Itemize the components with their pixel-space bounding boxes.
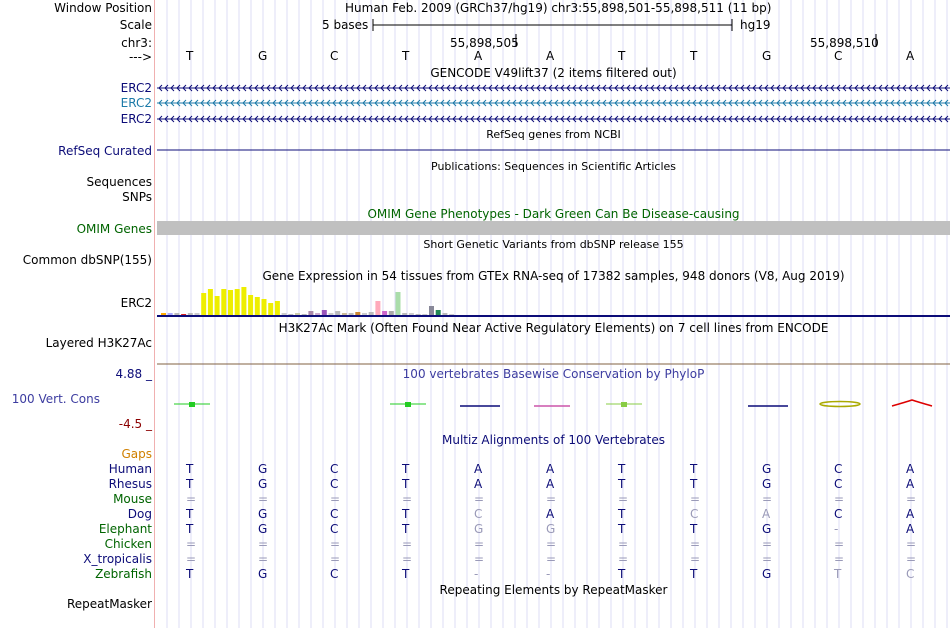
cons-track-title[interactable]: 100 vertebrates Basewise Conservation by PhyloP bbox=[402, 367, 705, 381]
aligned-base: C bbox=[330, 462, 339, 476]
gtex-tissue-bar bbox=[282, 313, 287, 315]
aligned-base: T bbox=[690, 567, 698, 581]
aligned-base: A bbox=[906, 522, 915, 536]
reference-base: A bbox=[546, 49, 555, 63]
gtex-tissue-bar bbox=[195, 313, 200, 315]
aligned-base: G bbox=[762, 477, 772, 491]
aligned-base: T bbox=[402, 477, 410, 491]
aligned-base: A bbox=[474, 462, 483, 476]
aligned-base: A bbox=[474, 477, 483, 491]
aligned-base: C bbox=[330, 477, 339, 491]
gtex-tissue-bar bbox=[215, 296, 220, 315]
gtex-tissue-bar bbox=[375, 301, 380, 315]
aligned-base: T bbox=[186, 507, 194, 521]
aligned-base: G bbox=[762, 522, 772, 536]
publications-snps-label[interactable]: SNPs bbox=[122, 190, 152, 204]
scale-label: Scale bbox=[119, 18, 152, 32]
gtex-tissue-bar bbox=[382, 311, 387, 315]
aligned-base: T bbox=[402, 507, 410, 521]
aligned-base: T bbox=[186, 477, 194, 491]
gtex-tissue-bar bbox=[315, 313, 320, 315]
aligned-base: T bbox=[186, 567, 194, 581]
gtex-tissue-bar bbox=[228, 290, 233, 315]
reference-base: C bbox=[834, 49, 843, 63]
aligned-base: G bbox=[258, 522, 268, 536]
gtex-tissue-bar bbox=[181, 314, 186, 315]
gtex-tissue-bar bbox=[168, 313, 173, 315]
aligned-base: C bbox=[906, 567, 915, 581]
publications-sequences-label[interactable]: Sequences bbox=[86, 175, 152, 189]
multiz-track-title[interactable]: Multiz Alignments of 100 Vertebrates bbox=[441, 433, 666, 447]
aligned-base: = bbox=[690, 492, 701, 506]
aligned-base: = bbox=[186, 552, 197, 566]
aligned-base: - bbox=[834, 522, 839, 536]
aligned-base: C bbox=[834, 477, 843, 491]
window-position-label: Window Position bbox=[54, 1, 152, 15]
assembly-position-text: Human Feb. 2009 (GRCh37/hg19) chr3:55,898,501-55,898,511 (11 bp) bbox=[345, 1, 772, 15]
aligned-base: T bbox=[618, 522, 626, 536]
gtex-tissue-bar bbox=[362, 313, 367, 315]
gtex-tissue-bar bbox=[262, 299, 267, 315]
gtex-tissue-bar bbox=[275, 301, 280, 315]
aligned-base: = bbox=[330, 492, 341, 506]
multiz-gaps-label[interactable]: Gaps bbox=[121, 447, 152, 461]
ruler-position-1: 55,898,505 bbox=[450, 36, 519, 50]
species-label[interactable]: Elephant bbox=[98, 522, 152, 536]
aligned-base: = bbox=[906, 537, 917, 551]
gtex-label[interactable]: ERC2 bbox=[120, 296, 152, 310]
refseq-track-title[interactable]: RefSeq genes from NCBI bbox=[486, 128, 621, 141]
reference-base: G bbox=[762, 49, 772, 63]
omim-track-title[interactable]: OMIM Gene Phenotypes - Dark Green Can Be Disease-causing bbox=[367, 207, 740, 221]
gtex-tissue-bar bbox=[349, 313, 354, 315]
chrom-label: chr3: bbox=[121, 36, 152, 50]
gencode-gene-label-3[interactable]: ERC2 bbox=[120, 112, 152, 126]
aligned-base: = bbox=[258, 537, 269, 551]
aligned-base: T bbox=[690, 462, 698, 476]
gencode-gene-label-2[interactable]: ERC2 bbox=[120, 96, 152, 110]
gtex-tissue-bar bbox=[208, 289, 213, 315]
gtex-tissue-bar bbox=[429, 306, 434, 315]
aligned-base: = bbox=[258, 552, 269, 566]
gencode-gene-label-1[interactable]: ERC2 bbox=[120, 81, 152, 95]
aligned-base: A bbox=[762, 507, 771, 521]
omim-label[interactable]: OMIM Genes bbox=[76, 222, 152, 236]
label-divider bbox=[154, 0, 155, 628]
aligned-base: = bbox=[258, 492, 269, 506]
gtex-tissue-bar bbox=[322, 310, 327, 315]
cons-max-label: 4.88 _ bbox=[115, 367, 152, 381]
aligned-base: = bbox=[474, 552, 485, 566]
aligned-base: A bbox=[906, 507, 915, 521]
gtex-tissue-bar bbox=[308, 311, 313, 315]
aligned-base: = bbox=[186, 537, 197, 551]
gtex-tissue-bar bbox=[235, 289, 240, 315]
gtex-tissue-bar bbox=[389, 311, 394, 315]
gtex-track-title[interactable]: Gene Expression in 54 tissues from GTEx RNA-seq of 17382 samples, 948 donors (V8, Aug 2019) bbox=[262, 269, 845, 283]
reference-base: A bbox=[474, 49, 483, 63]
aligned-base: G bbox=[546, 522, 556, 536]
aligned-base: = bbox=[618, 552, 629, 566]
aligned-base: G bbox=[762, 567, 772, 581]
aligned-base: - bbox=[546, 567, 551, 581]
aligned-base: = bbox=[546, 537, 557, 551]
aligned-base: = bbox=[618, 537, 629, 551]
aligned-base: G bbox=[474, 522, 484, 536]
aligned-base: = bbox=[330, 537, 341, 551]
dbsnp-track-title[interactable]: Short Genetic Variants from dbSNP release 155 bbox=[423, 238, 684, 251]
gtex-tissue-bar bbox=[221, 289, 226, 315]
aligned-base: = bbox=[762, 537, 773, 551]
strand-label: ---> bbox=[128, 50, 152, 64]
aligned-base: T bbox=[690, 477, 698, 491]
aligned-base: A bbox=[546, 507, 555, 521]
species-label[interactable]: Dog bbox=[127, 507, 152, 521]
gtex-tissue-bar bbox=[329, 313, 334, 315]
gtex-tissue-bar bbox=[288, 314, 293, 315]
reference-base: G bbox=[258, 49, 268, 63]
aligned-base: = bbox=[834, 492, 845, 506]
aligned-base: = bbox=[474, 537, 485, 551]
reference-base: C bbox=[330, 49, 339, 63]
aligned-base: = bbox=[546, 552, 557, 566]
cons-mark bbox=[621, 402, 627, 407]
gtex-tissue-bar bbox=[161, 313, 166, 315]
aligned-base: A bbox=[546, 462, 555, 476]
gtex-tissue-bar bbox=[201, 293, 206, 315]
aligned-base: = bbox=[474, 492, 485, 506]
h3k27ac-track-title[interactable]: H3K27Ac Mark (Often Found Near Active Regulatory Elements) on 7 cell lines from ENCODE bbox=[278, 321, 829, 335]
h3k27ac-label[interactable]: Layered H3K27Ac bbox=[45, 336, 152, 350]
gencode-track-title[interactable]: GENCODE V49lift37 (2 items filtered out) bbox=[430, 66, 677, 80]
gtex-tissue-bar bbox=[188, 313, 193, 315]
aligned-base: C bbox=[474, 507, 483, 521]
refseq-label[interactable]: RefSeq Curated bbox=[58, 144, 152, 158]
species-label[interactable]: Zebrafish bbox=[95, 567, 152, 581]
gtex-tissue-bar bbox=[369, 312, 374, 315]
species-label[interactable]: Chicken bbox=[104, 537, 152, 551]
cons-mark bbox=[189, 402, 195, 407]
cons-mark bbox=[820, 402, 860, 407]
aligned-base: G bbox=[762, 462, 772, 476]
aligned-base: = bbox=[906, 492, 917, 506]
reference-base: T bbox=[690, 49, 698, 63]
aligned-base: T bbox=[618, 477, 626, 491]
aligned-base: C bbox=[690, 507, 699, 521]
cons-mark bbox=[405, 402, 411, 407]
aligned-base: = bbox=[618, 492, 629, 506]
aligned-base: - bbox=[474, 567, 479, 581]
reference-base: A bbox=[906, 49, 915, 63]
gtex-tissue-bar bbox=[295, 313, 300, 315]
aligned-base: C bbox=[330, 507, 339, 521]
aligned-base: = bbox=[186, 492, 197, 506]
aligned-base: = bbox=[546, 492, 557, 506]
cons-mark bbox=[892, 400, 932, 406]
gtex-tissue-bar bbox=[402, 313, 407, 315]
cons-min-label: -4.5 _ bbox=[118, 417, 152, 431]
gtex-tissue-bar bbox=[409, 313, 414, 315]
aligned-base: T bbox=[402, 522, 410, 536]
gtex-tissue-bar bbox=[449, 314, 454, 315]
aligned-base: T bbox=[402, 567, 410, 581]
repeatmasker-label[interactable]: RepeatMasker bbox=[66, 597, 152, 611]
gtex-tissue-bar bbox=[174, 313, 179, 315]
dbsnp-label[interactable]: Common dbSNP(155) bbox=[22, 253, 152, 267]
omim-bar bbox=[157, 221, 950, 235]
scale-bases-text: 5 bases bbox=[322, 18, 369, 32]
gtex-tissue-bar bbox=[422, 314, 427, 315]
gtex-tissue-bar bbox=[335, 311, 340, 315]
gtex-tissue-bar bbox=[302, 314, 307, 315]
aligned-base: = bbox=[762, 552, 773, 566]
aligned-base: C bbox=[834, 507, 843, 521]
aligned-base: = bbox=[690, 537, 701, 551]
aligned-base: = bbox=[834, 552, 845, 566]
aligned-base: = bbox=[330, 552, 341, 566]
aligned-base: = bbox=[402, 492, 413, 506]
aligned-base: C bbox=[834, 462, 843, 476]
reference-base: T bbox=[402, 49, 410, 63]
scale-db-text: hg19 bbox=[740, 18, 771, 32]
aligned-base: C bbox=[330, 522, 339, 536]
aligned-base: T bbox=[618, 507, 626, 521]
gtex-tissue-bar bbox=[436, 310, 441, 315]
aligned-base: = bbox=[906, 552, 917, 566]
reference-base: T bbox=[618, 49, 626, 63]
aligned-base: A bbox=[906, 462, 915, 476]
aligned-base: T bbox=[186, 522, 194, 536]
gtex-tissue-bar bbox=[248, 295, 253, 315]
aligned-base: = bbox=[402, 552, 413, 566]
cons-label[interactable]: 100 Vert. Cons bbox=[11, 392, 100, 406]
aligned-base: A bbox=[906, 477, 915, 491]
gtex-tissue-bar bbox=[255, 297, 260, 315]
gtex-tissue-bar bbox=[268, 303, 273, 315]
gtex-tissue-bar bbox=[241, 287, 246, 315]
ruler-position-2: 55,898,510 bbox=[810, 36, 879, 50]
aligned-base: = bbox=[402, 537, 413, 551]
aligned-base: A bbox=[546, 477, 555, 491]
species-label[interactable]: X_tropicalis bbox=[83, 552, 152, 566]
aligned-base: C bbox=[330, 567, 339, 581]
species-label[interactable]: Rhesus bbox=[108, 477, 152, 491]
reference-base: T bbox=[186, 49, 194, 63]
gtex-tissue-bar bbox=[396, 292, 401, 315]
aligned-base: T bbox=[186, 462, 194, 476]
gtex-tissue-bar bbox=[442, 313, 447, 315]
species-label[interactable]: Human bbox=[108, 462, 152, 476]
aligned-base: T bbox=[618, 462, 626, 476]
publications-track-title[interactable]: Publications: Sequences in Scientific Articles bbox=[431, 160, 676, 173]
aligned-base: T bbox=[690, 522, 698, 536]
aligned-base: G bbox=[258, 462, 268, 476]
gtex-tissue-bar bbox=[416, 314, 421, 315]
aligned-base: G bbox=[258, 477, 268, 491]
aligned-base: T bbox=[834, 567, 842, 581]
aligned-base: = bbox=[762, 492, 773, 506]
aligned-base: = bbox=[834, 537, 845, 551]
aligned-base: G bbox=[258, 567, 268, 581]
aligned-base: T bbox=[618, 567, 626, 581]
gtex-tissue-bar bbox=[355, 312, 360, 315]
repeatmasker-track-title[interactable]: Repeating Elements by RepeatMasker bbox=[439, 583, 668, 597]
aligned-base: = bbox=[690, 552, 701, 566]
species-label[interactable]: Mouse bbox=[113, 492, 152, 506]
gtex-tissue-bar bbox=[342, 313, 347, 315]
aligned-base: G bbox=[258, 507, 268, 521]
aligned-base: T bbox=[402, 462, 410, 476]
